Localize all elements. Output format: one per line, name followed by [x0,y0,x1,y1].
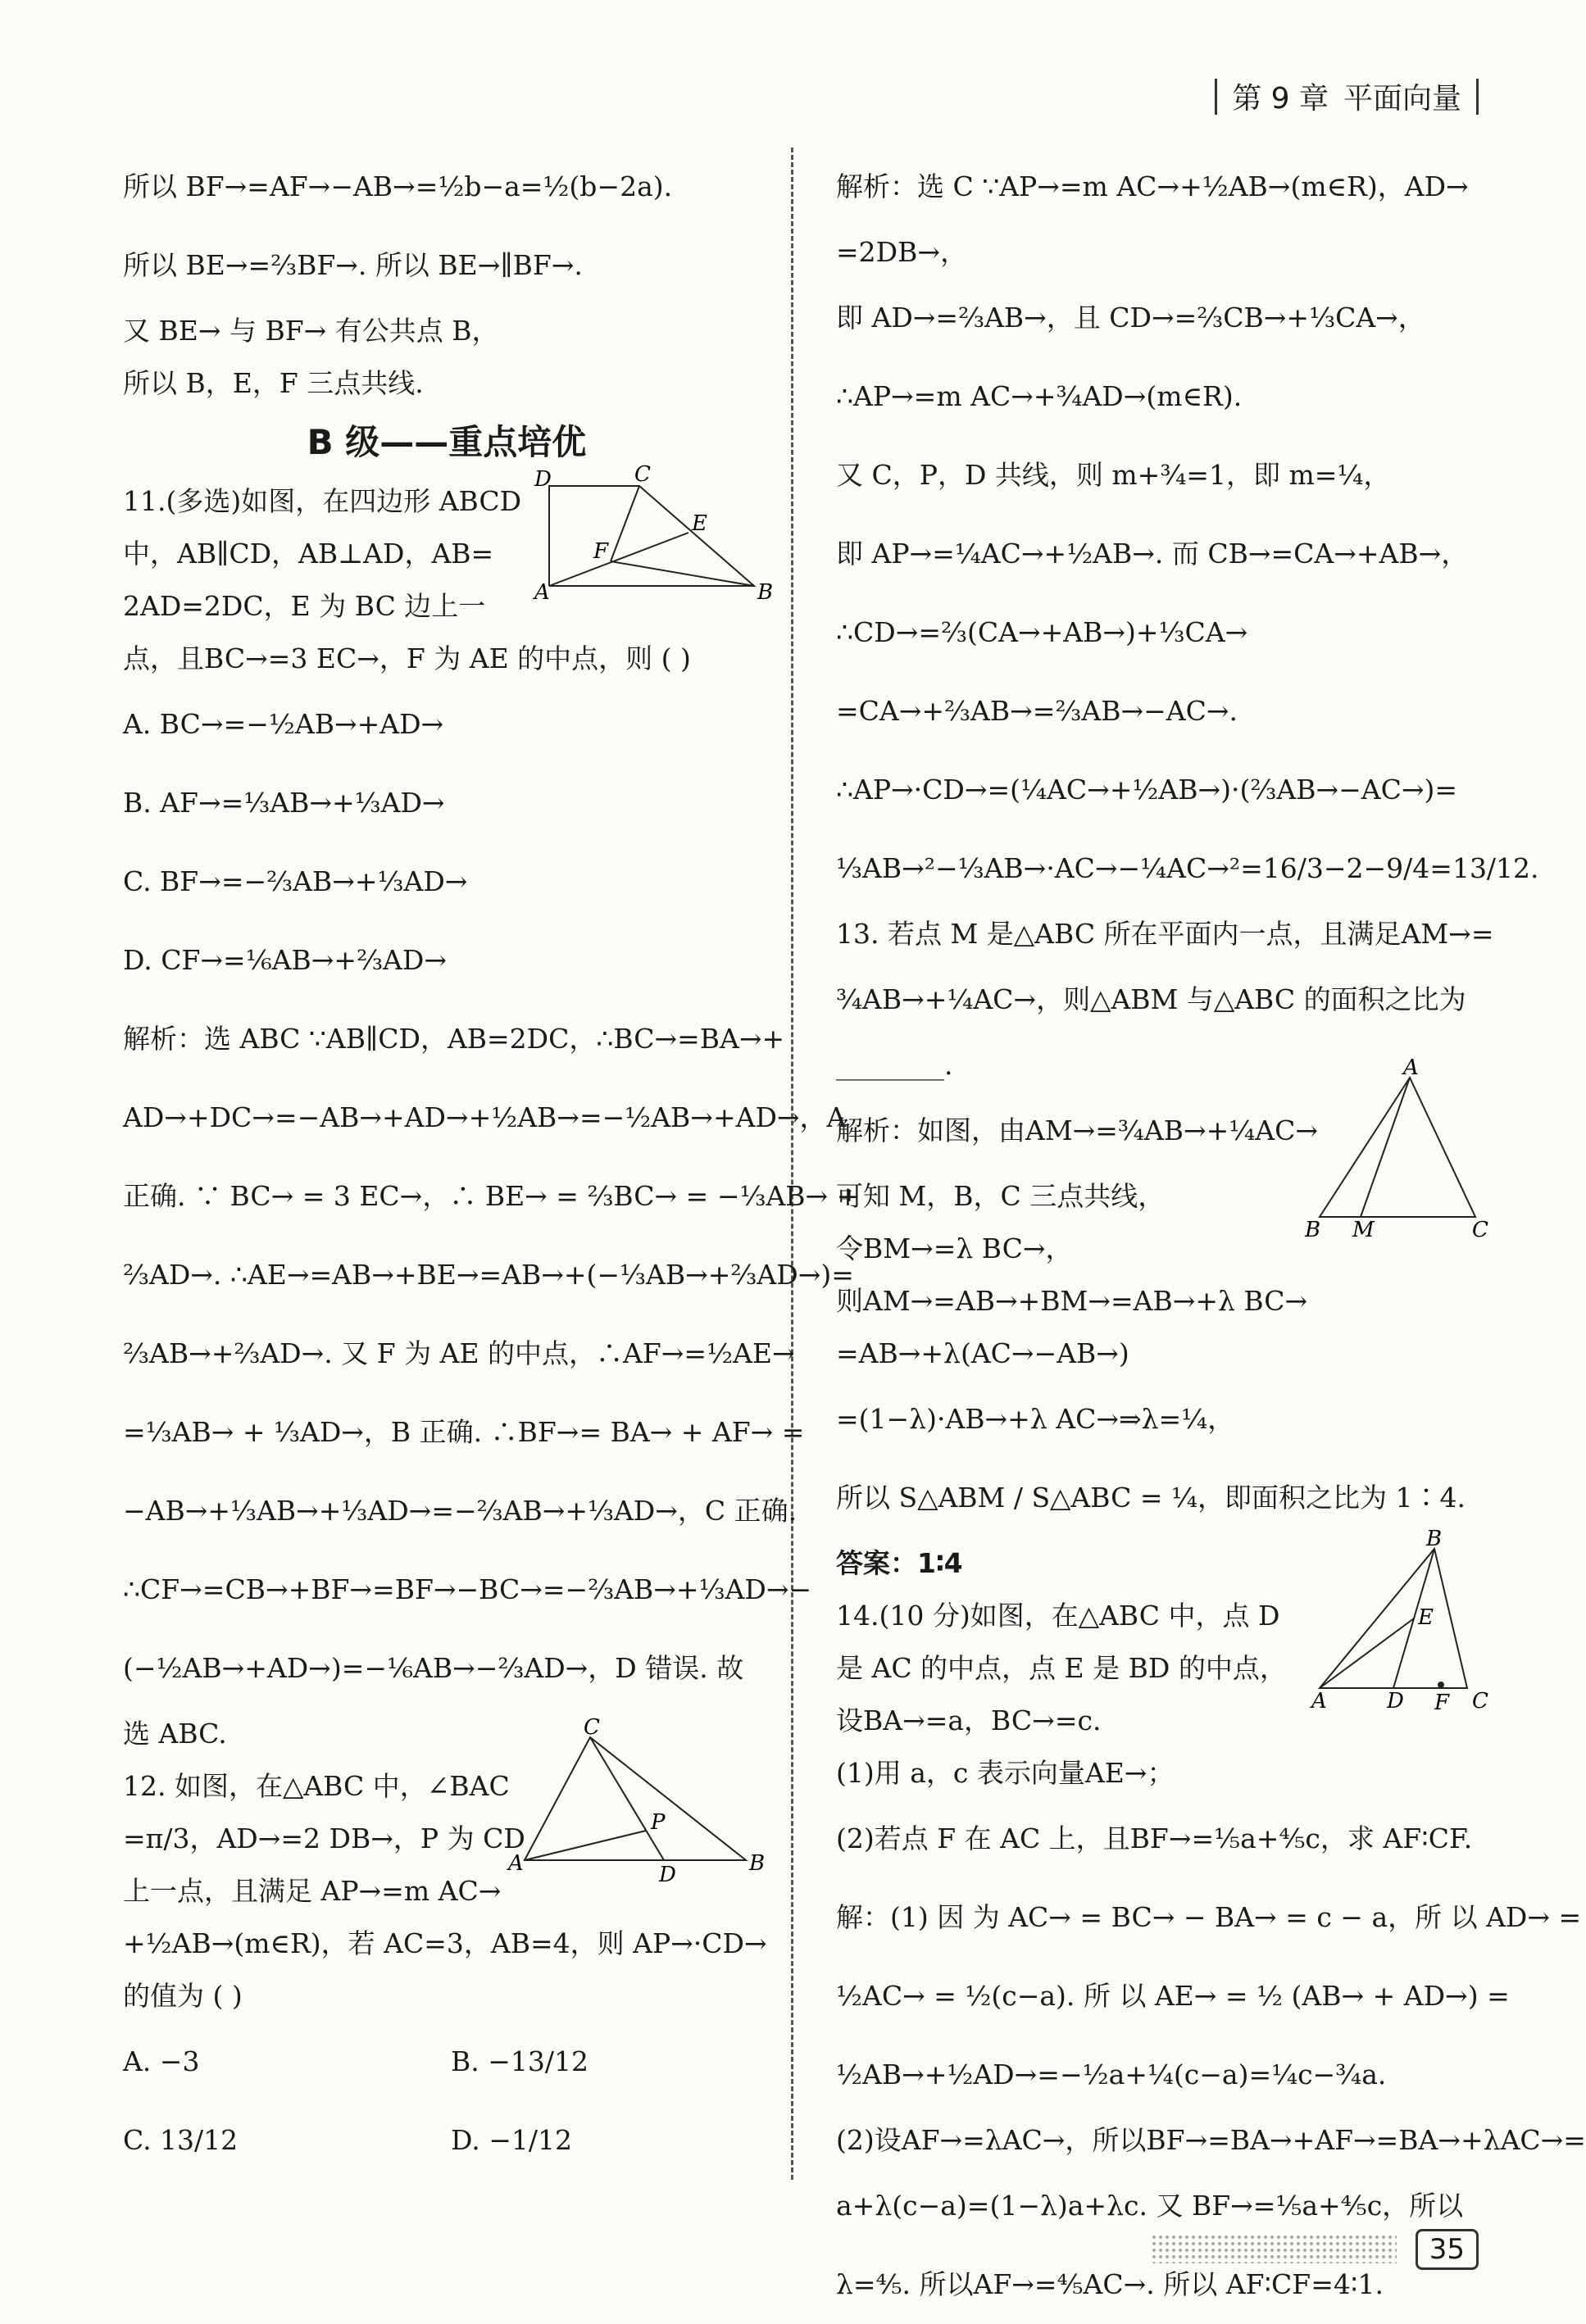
label-c: C [1472,1689,1488,1713]
label-a: A [534,580,550,605]
question-12-option-d: D. −1/12 [451,2123,573,2156]
label-f: F [1434,1691,1450,1715]
q14-solution-line: (2)设AF→=λAC→，所以BF→=BA→+AF→=BA→+λAC→= [836,2123,1586,2156]
text-line: 所以 BF→=AF→−AB→=½b−a=½(b−2a). [123,170,673,202]
chapter-title: 平面向量 [1343,82,1461,116]
q13-analysis-line: 令BM→=λ BC→， [836,1232,1073,1264]
q11-analysis-line: ⅔AB→+⅔AD→. 又 F 为 AE 的中点，∴AF→=½AE→ [123,1337,795,1369]
text-line: 又 BE→ 与 BF→ 有公共点 B， [123,314,499,347]
label-c: C [584,1715,600,1740]
label-b: B [1305,1218,1321,1242]
question-12-line: 12. 如图，在△ABC 中，∠BAC [123,1769,510,1802]
q11-analysis-line: 选 ABC. [123,1717,227,1750]
q13-analysis-line: =(1−λ)·AB→+λ AC→⇒λ=¼， [836,1402,1235,1435]
q12-analysis-line: ∴AP→·CD→=(¼AC→+½AB→)·(⅔AB→−AC→)= [836,773,1458,806]
q14-solution-line: ½AC→ = ½(c−a). 所 以 AE→ = ½ (AB→ + AD→) = [836,1979,1510,2012]
label-d: D [1387,1689,1404,1713]
q13-answer: 答案：1∶4 [836,1546,963,1579]
label-a: A [508,1851,524,1876]
footer-dot-pattern [1151,2234,1397,2263]
page-header [1215,75,1479,117]
q12-analysis-line: =2DB→， [836,235,968,268]
q12-analysis-line: 解析：选 C ∵AP→=m AC→+½AB→(m∈R)，AD→ [836,170,1469,202]
q11-analysis-line: (−½AB→+AD→)=−⅙AB→−⅔AD→，D 错误. 故 [123,1651,744,1684]
question-14-line: (2)若点 F 在 AC 上，且BF→=⅕a+⅘c，求 AF∶CF. [836,1822,1473,1854]
label-d: D [534,467,552,492]
q11-analysis-line: 正确. ∵ BC→ = 3 EC→，∴ BE→ = ⅔BC→ = −⅓AB→ + [123,1179,860,1212]
question-11-option-a: A. BC→=−½AB→+AD→ [123,707,444,740]
label-p: P [651,1810,666,1835]
q14-solution-line: 解：(1) 因 为 AC→ = BC→ − BA→ = c − a，所 以 AD→ = [836,1900,1582,1933]
q11-analysis-line: =⅓AB→ + ⅓AD→，B 正确. ∴BF→= BA→ + AF→ = [123,1415,805,1448]
question-12-line: +½AB→(m∈R)，若 AC=3，AB=4，则 AP→·CD→ [123,1927,767,1959]
q12-analysis-line: ∴CD→=⅔(CA→+AB→)+⅓CA→ [836,615,1248,648]
question-12-option-b: B. −13/12 [451,2045,589,2077]
question-14-line: (1)用 a，c 表示向量AE→； [836,1756,1175,1789]
question-14-line: 14.(10 分)如图，在△ABC 中，点 D [836,1599,1280,1632]
label-c: C [634,462,651,487]
point-f-marker [1438,1682,1444,1688]
section-heading: B 级——重点培优 [307,422,587,462]
question-13-line: ________. [836,1048,953,1081]
q13-analysis-line: 可知 M，B，C 三点共线， [836,1179,1166,1212]
question-11-line: 中，AB∥CD，AB⊥AD，AB= [123,537,494,570]
q12-analysis-line: 又 C，P，D 共线，则 m+¾=1，即 m=¼， [836,458,1391,491]
label-a: A [1403,1055,1419,1080]
q11-analysis-line: AD→+DC→=−AB→+AD→+½AB→=−½AB→+AD→，A [123,1101,847,1133]
text-line: 所以 BE→=⅔BF→. 所以 BE→∥BF→. [123,248,583,281]
question-11-option-b: B. AF→=⅓AB→+⅓AD→ [123,786,445,819]
label-b: B [757,580,774,605]
q12-analysis-line: ∴AP→=m AC→+¾AD→(m∈R). [836,379,1243,412]
label-a: A [1311,1689,1327,1713]
q14-solution-line: λ=⅘. 所以AF→=⅘AC→. 所以 AF∶CF=4∶1. [836,2267,1384,2300]
figure-triangle-abc-q14 [1311,1527,1492,1715]
q13-analysis-line: 则AM→=AB→+BM→=AB→+λ BC→ [836,1284,1308,1317]
q11-analysis-line: ⅔AD→. ∴AE→=AB→+BE→=AB→+(−⅓AB→+⅔AD→)= [123,1258,854,1291]
label-b: B [1426,1527,1443,1551]
q13-analysis-line: 所以 S△ABM / S△ABC = ¼，即面积之比为 1∶4. [836,1481,1466,1514]
q11-analysis-line: 解析：选 ABC ∵AB∥CD，AB=2DC，∴BC→=BA→+ [123,1022,785,1055]
question-12-line: 的值为 ( ) [123,1979,243,2012]
column-divider [791,148,793,2180]
label-m: M [1352,1218,1375,1242]
figure-quadrilateral-abcd [533,462,779,605]
q13-analysis-line: =AB→+λ(AC→−AB→) [836,1337,1129,1369]
header-bar-right [1476,79,1479,115]
question-13-line: 13. 若点 M 是△ABC 所在平面内一点，且满足AM→= [836,917,1494,950]
figure-triangle-abc-q13 [1303,1055,1492,1242]
q12-analysis-line: 即 AD→=⅔AB→，且 CD→=⅔CB→+⅓CA→， [836,301,1425,334]
question-14-line: 是 AC 的中点，点 E 是 BD 的中点， [836,1651,1287,1684]
figure-triangle-abc-q12 [508,1715,770,1887]
header-bar-left [1215,79,1217,115]
question-14-line: 设BA→=a，BC→=c. [836,1704,1102,1736]
question-12-options-row [123,2101,770,2180]
q12-analysis-line: 即 AP→=¼AC→+½AB→. 而 CB→=CA→+AB→， [836,537,1469,570]
label-c: C [1472,1218,1488,1242]
question-12-options-row [123,2022,770,2101]
q12-analysis-line: ⅓AB→²−⅓AB→·AC→−¼AC→²=16/3−2−9/4=13/12. [836,851,1539,884]
question-12-option-c: C. 13/12 [123,2123,239,2156]
label-b: B [749,1851,766,1876]
q14-solution-line: ½AB→+½AD→=−½a+¼(c−a)=¼c−¾a. [836,2058,1387,2090]
question-11-line: 点，且BC→=3 EC→，F 为 AE 的中点，则 ( ) [123,642,691,674]
question-11-line: 2AD=2DC，E 为 BC 边上一 [123,589,486,622]
label-e: E [692,511,707,536]
page-number: 35 [1416,2229,1479,2270]
chapter-label: 第 9 章 [1232,82,1329,116]
q13-analysis-line: 解析：如图，由AM→=¾AB→+¼AC→ [836,1114,1319,1146]
question-11-option-d: D. CF→=⅙AB→+⅔AD→ [123,943,448,976]
q12-analysis-line: =CA→+⅔AB→=⅔AB→−AC→. [836,694,1238,727]
text-line: 所以 B，E，F 三点共线. [123,366,424,399]
q14-solution-line: a+λ(c−a)=(1−λ)a+λc. 又 BF→=⅕a+⅘c，所以 [836,2189,1464,2222]
q11-analysis-line: ∴CF→=CB→+BF→=BF→−BC→=−⅔AB→+⅓AD→− [123,1573,812,1605]
question-12-option-a: A. −3 [123,2045,200,2077]
q11-analysis-line: −AB→+⅓AB→+⅓AD→=−⅔AB→+⅓AD→，C 正确. [123,1494,798,1527]
label-e: E [1418,1605,1434,1630]
question-11-option-c: C. BF→=−⅔AB→+⅓AD→ [123,865,468,897]
question-12-line: 上一点，且满足 AP→=m AC→ [123,1874,502,1907]
label-f: F [593,539,609,564]
question-13-line: ¾AB→+¼AC→，则△ABM 与△ABC 的面积之比为 [836,983,1466,1015]
question-12-line: =π/3，AD→=2 DB→，P 为 CD [123,1822,525,1854]
question-11-line: 11.(多选)如图，在四边形 ABCD [123,484,522,517]
label-d: D [659,1863,676,1887]
